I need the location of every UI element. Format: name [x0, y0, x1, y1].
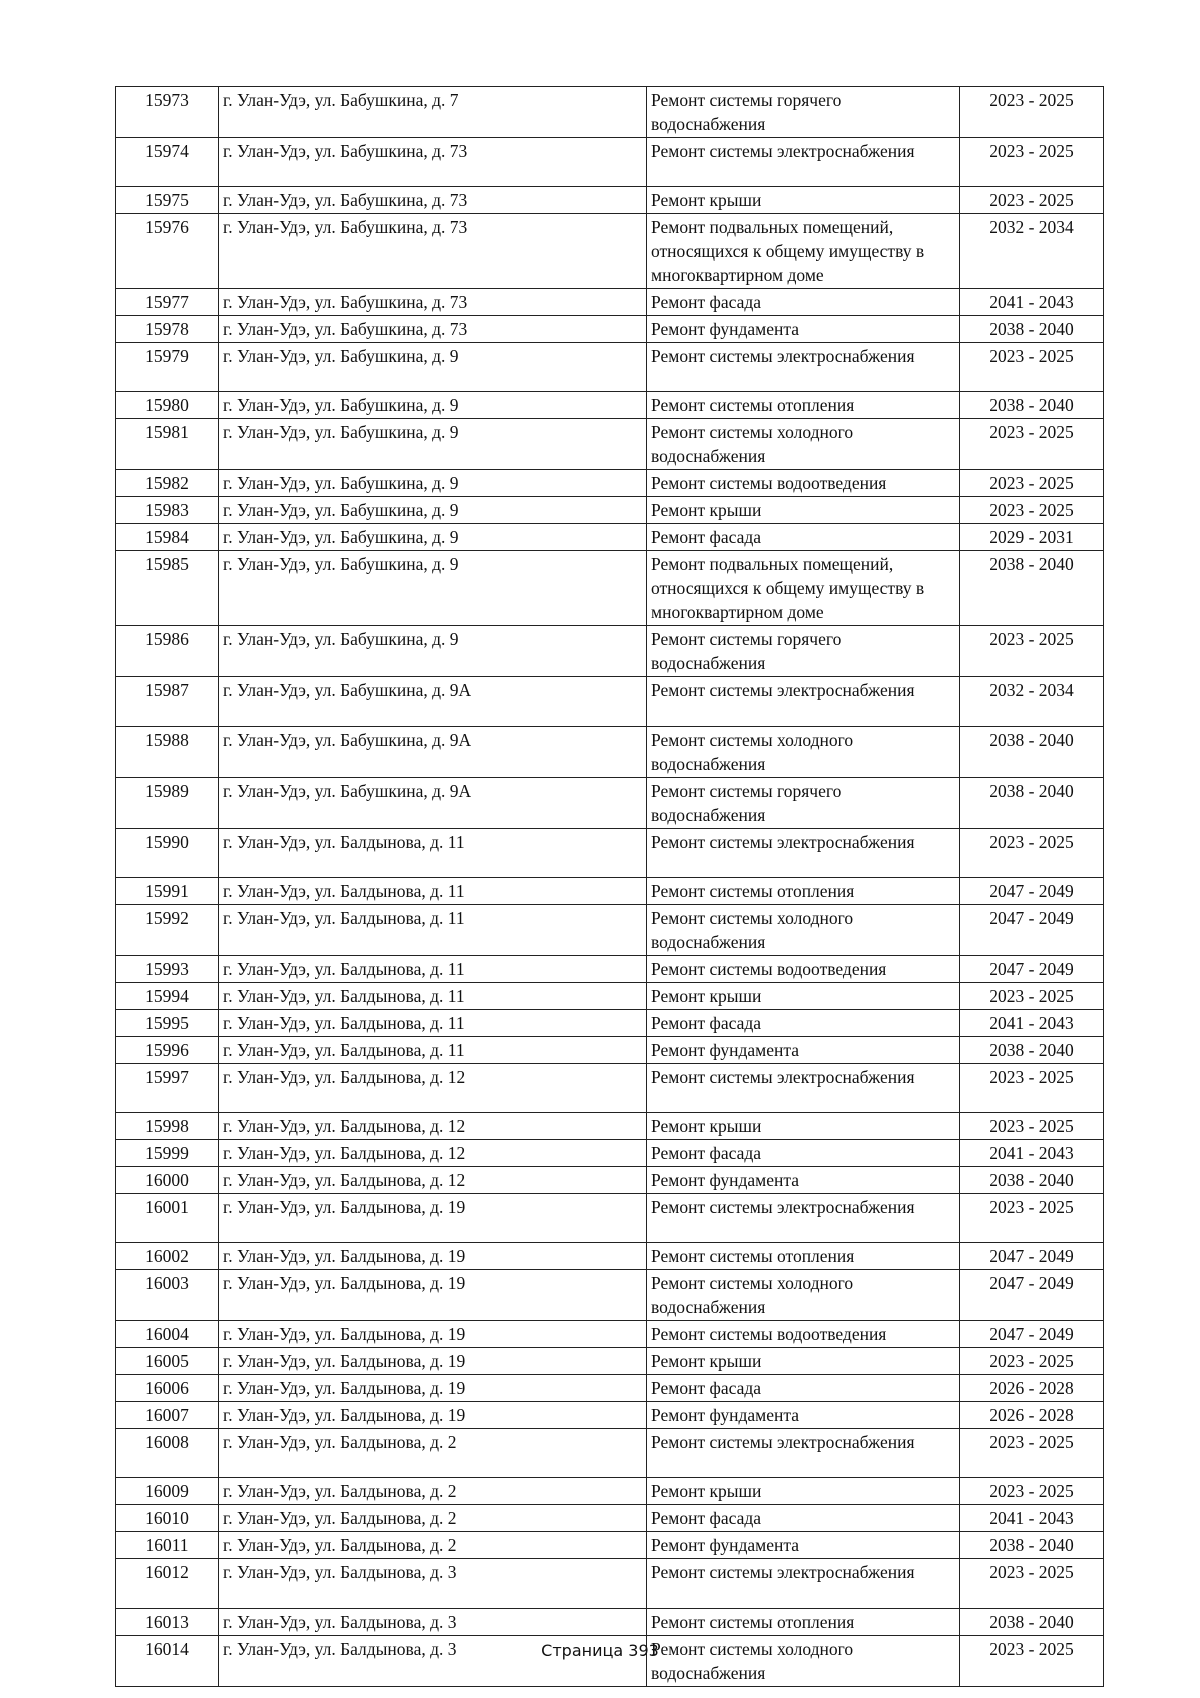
row-address: г. Улан-Удэ, ул. Бабушкина, д. 9	[219, 626, 647, 677]
table-row	[116, 497, 1104, 524]
row-period: 2038 - 2040	[960, 726, 1104, 777]
row-work-type: Ремонт крыши	[647, 497, 960, 524]
row-work-type: Ремонт системы электроснабжения	[647, 1559, 960, 1608]
row-period: 2023 - 2025	[960, 1635, 1104, 1686]
row-work-type: Ремонт системы электроснабжения	[647, 828, 960, 877]
row-period: 2038 - 2040	[960, 777, 1104, 828]
row-work-type: Ремонт фундамента	[647, 1036, 960, 1063]
row-work-type: Ремонт системы отопления	[647, 1243, 960, 1270]
table-row	[116, 289, 1104, 316]
table-row	[116, 1321, 1104, 1348]
row-work-type: Ремонт системы электроснабжения	[647, 138, 960, 187]
row-address: г. Улан-Удэ, ул. Балдынова, д. 19	[219, 1321, 647, 1348]
table-row	[116, 1375, 1104, 1402]
table-row	[116, 955, 1104, 982]
row-work-type: Ремонт системы горячего водоснабжения	[647, 87, 960, 138]
row-work-type: Ремонт системы электроснабжения	[647, 677, 960, 726]
row-work-type: Ремонт фундамента	[647, 1532, 960, 1559]
row-period: 2041 - 2043	[960, 289, 1104, 316]
row-period: 2038 - 2040	[960, 1608, 1104, 1635]
table-row	[116, 214, 1104, 289]
row-work-type: Ремонт крыши	[647, 1112, 960, 1139]
table-row	[116, 1009, 1104, 1036]
row-work-type: Ремонт крыши	[647, 982, 960, 1009]
row-address: г. Улан-Удэ, ул. Балдынова, д. 12	[219, 1112, 647, 1139]
row-address: г. Улан-Удэ, ул. Балдынова, д. 12	[219, 1166, 647, 1193]
row-work-type: Ремонт фасада	[647, 1009, 960, 1036]
row-address: г. Улан-Удэ, ул. Балдынова, д. 3	[219, 1608, 647, 1635]
table-row	[116, 1532, 1104, 1559]
row-period: 2047 - 2049	[960, 955, 1104, 982]
row-period: 2023 - 2025	[960, 497, 1104, 524]
row-address: г. Улан-Удэ, ул. Балдынова, д. 11	[219, 955, 647, 982]
table-row	[116, 677, 1104, 726]
row-period: 2023 - 2025	[960, 1193, 1104, 1242]
row-number: 16005	[116, 1348, 219, 1375]
row-work-type: Ремонт системы холодного водоснабжения	[647, 726, 960, 777]
row-period: 2038 - 2040	[960, 1532, 1104, 1559]
row-address: г. Улан-Удэ, ул. Бабушкина, д. 9	[219, 551, 647, 626]
row-address: г. Улан-Удэ, ул. Балдынова, д. 12	[219, 1063, 647, 1112]
row-work-type: Ремонт системы горячего водоснабжения	[647, 777, 960, 828]
row-number: 15998	[116, 1112, 219, 1139]
row-period: 2032 - 2034	[960, 677, 1104, 726]
row-work-type: Ремонт системы электроснабжения	[647, 343, 960, 392]
table-row	[116, 343, 1104, 392]
row-work-type: Ремонт системы электроснабжения	[647, 1193, 960, 1242]
row-address: г. Улан-Удэ, ул. Бабушкина, д. 9	[219, 524, 647, 551]
row-work-type: Ремонт системы холодного водоснабжения	[647, 904, 960, 955]
row-period: 2047 - 2049	[960, 1243, 1104, 1270]
row-number: 15984	[116, 524, 219, 551]
row-number: 16010	[116, 1505, 219, 1532]
row-work-type: Ремонт фасада	[647, 289, 960, 316]
row-period: 2047 - 2049	[960, 904, 1104, 955]
table-row	[116, 1112, 1104, 1139]
row-period: 2038 - 2040	[960, 392, 1104, 419]
table-row	[116, 1505, 1104, 1532]
row-number: 15995	[116, 1009, 219, 1036]
row-period: 2023 - 2025	[960, 343, 1104, 392]
row-period: 2038 - 2040	[960, 1036, 1104, 1063]
row-period: 2023 - 2025	[960, 419, 1104, 470]
table-row	[116, 1348, 1104, 1375]
row-number: 15987	[116, 677, 219, 726]
row-address: г. Улан-Удэ, ул. Балдынова, д. 11	[219, 904, 647, 955]
row-work-type: Ремонт крыши	[647, 1348, 960, 1375]
row-work-type: Ремонт фасада	[647, 1505, 960, 1532]
row-number: 16009	[116, 1478, 219, 1505]
table-row	[116, 982, 1104, 1009]
row-address: г. Улан-Удэ, ул. Бабушкина, д. 73	[219, 316, 647, 343]
row-number: 15988	[116, 726, 219, 777]
page-number: Страница 393	[541, 1641, 659, 1660]
row-number: 15976	[116, 214, 219, 289]
table-row	[116, 877, 1104, 904]
row-period: 2041 - 2043	[960, 1139, 1104, 1166]
row-number: 15975	[116, 187, 219, 214]
row-address: г. Улан-Удэ, ул. Балдынова, д. 11	[219, 828, 647, 877]
row-work-type: Ремонт системы отопления	[647, 392, 960, 419]
row-number: 16004	[116, 1321, 219, 1348]
row-period: 2023 - 2025	[960, 87, 1104, 138]
row-work-type: Ремонт системы отопления	[647, 877, 960, 904]
table-row	[116, 1559, 1104, 1608]
row-number: 15986	[116, 626, 219, 677]
row-work-type: Ремонт системы водоотведения	[647, 955, 960, 982]
table-row	[116, 551, 1104, 626]
row-work-type: Ремонт фасада	[647, 1375, 960, 1402]
repair-schedule-table	[115, 86, 1104, 1687]
table-row	[116, 187, 1104, 214]
table-row	[116, 1270, 1104, 1321]
row-number: 16003	[116, 1270, 219, 1321]
row-period: 2041 - 2043	[960, 1009, 1104, 1036]
row-period: 2026 - 2028	[960, 1402, 1104, 1429]
row-address: г. Улан-Удэ, ул. Бабушкина, д. 73	[219, 187, 647, 214]
row-address: г. Улан-Удэ, ул. Бабушкина, д. 9А	[219, 726, 647, 777]
row-address: г. Улан-Удэ, ул. Балдынова, д. 19	[219, 1348, 647, 1375]
row-number: 15990	[116, 828, 219, 877]
table-row	[116, 87, 1104, 138]
row-number: 15993	[116, 955, 219, 982]
row-number: 15997	[116, 1063, 219, 1112]
row-work-type: Ремонт фундамента	[647, 316, 960, 343]
row-period: 2023 - 2025	[960, 1478, 1104, 1505]
table-row	[116, 470, 1104, 497]
row-address: г. Улан-Удэ, ул. Балдынова, д. 19	[219, 1243, 647, 1270]
table-row	[116, 524, 1104, 551]
row-number: 15999	[116, 1139, 219, 1166]
row-number: 15992	[116, 904, 219, 955]
row-number: 16013	[116, 1608, 219, 1635]
row-number: 15979	[116, 343, 219, 392]
row-address: г. Улан-Удэ, ул. Бабушкина, д. 7	[219, 87, 647, 138]
table-row	[116, 904, 1104, 955]
table-row	[116, 392, 1104, 419]
row-address: г. Улан-Удэ, ул. Балдынова, д. 19	[219, 1375, 647, 1402]
row-work-type: Ремонт системы холодного водоснабжения	[647, 419, 960, 470]
row-period: 2047 - 2049	[960, 1321, 1104, 1348]
table-row	[116, 777, 1104, 828]
row-period: 2032 - 2034	[960, 214, 1104, 289]
row-work-type: Ремонт системы водоотведения	[647, 470, 960, 497]
row-number: 16008	[116, 1429, 219, 1478]
row-work-type: Ремонт фасада	[647, 1139, 960, 1166]
row-number: 15980	[116, 392, 219, 419]
row-period: 2038 - 2040	[960, 316, 1104, 343]
row-period: 2023 - 2025	[960, 138, 1104, 187]
row-number: 16006	[116, 1375, 219, 1402]
row-address: г. Улан-Удэ, ул. Бабушкина, д. 9	[219, 392, 647, 419]
table-row	[116, 1166, 1104, 1193]
row-number: 15982	[116, 470, 219, 497]
row-work-type: Ремонт системы электроснабжения	[647, 1429, 960, 1478]
table-row	[116, 316, 1104, 343]
row-work-type: Ремонт системы электроснабжения	[647, 1063, 960, 1112]
table-row	[116, 828, 1104, 877]
row-number: 15983	[116, 497, 219, 524]
row-period: 2038 - 2040	[960, 551, 1104, 626]
row-work-type: Ремонт системы горячего водоснабжения	[647, 626, 960, 677]
row-address: г. Улан-Удэ, ул. Балдынова, д. 12	[219, 1139, 647, 1166]
row-number: 15981	[116, 419, 219, 470]
row-period: 2023 - 2025	[960, 1429, 1104, 1478]
table-row	[116, 1402, 1104, 1429]
row-number: 15996	[116, 1036, 219, 1063]
row-address: г. Улан-Удэ, ул. Балдынова, д. 11	[219, 982, 647, 1009]
row-work-type: Ремонт фундамента	[647, 1166, 960, 1193]
row-address: г. Улан-Удэ, ул. Бабушкина, д. 9	[219, 419, 647, 470]
row-number: 16007	[116, 1402, 219, 1429]
row-period: 2023 - 2025	[960, 1063, 1104, 1112]
row-number: 15989	[116, 777, 219, 828]
row-address: г. Улан-Удэ, ул. Бабушкина, д. 73	[219, 138, 647, 187]
row-number: 15973	[116, 87, 219, 138]
row-work-type: Ремонт фундамента	[647, 1402, 960, 1429]
row-work-type: Ремонт системы холодного водоснабжения	[647, 1635, 960, 1686]
row-period: 2023 - 2025	[960, 187, 1104, 214]
row-address: г. Улан-Удэ, ул. Балдынова, д. 2	[219, 1429, 647, 1478]
row-address: г. Улан-Удэ, ул. Бабушкина, д. 9	[219, 343, 647, 392]
table-row	[116, 138, 1104, 187]
row-period: 2041 - 2043	[960, 1505, 1104, 1532]
row-address: г. Улан-Удэ, ул. Балдынова, д. 3	[219, 1559, 647, 1608]
row-number: 16014	[116, 1635, 219, 1686]
row-work-type: Ремонт крыши	[647, 187, 960, 214]
row-period: 2023 - 2025	[960, 470, 1104, 497]
row-address: г. Улан-Удэ, ул. Балдынова, д. 3	[219, 1635, 647, 1686]
table-row	[116, 1478, 1104, 1505]
row-number: 16002	[116, 1243, 219, 1270]
table-row	[116, 1429, 1104, 1478]
row-address: г. Улан-Удэ, ул. Балдынова, д. 2	[219, 1505, 647, 1532]
row-number: 15977	[116, 289, 219, 316]
row-period: 2023 - 2025	[960, 1559, 1104, 1608]
row-address: г. Улан-Удэ, ул. Бабушкина, д. 73	[219, 214, 647, 289]
row-period: 2038 - 2040	[960, 1166, 1104, 1193]
row-work-type: Ремонт системы холодного водоснабжения	[647, 1270, 960, 1321]
row-work-type: Ремонт фасада	[647, 524, 960, 551]
row-address: г. Улан-Удэ, ул. Бабушкина, д. 9А	[219, 777, 647, 828]
row-number: 15985	[116, 551, 219, 626]
row-number: 15978	[116, 316, 219, 343]
row-address: г. Улан-Удэ, ул. Балдынова, д. 2	[219, 1478, 647, 1505]
table-row	[116, 726, 1104, 777]
row-address: г. Улан-Удэ, ул. Балдынова, д. 19	[219, 1193, 647, 1242]
row-work-type: Ремонт подвальных помещений, относящихся к общему имуществу в многоквартирном доме	[647, 551, 960, 626]
row-address: г. Улан-Удэ, ул. Бабушкина, д. 73	[219, 289, 647, 316]
row-period: 2023 - 2025	[960, 982, 1104, 1009]
row-address: г. Улан-Удэ, ул. Бабушкина, д. 9	[219, 497, 647, 524]
table-row	[116, 1036, 1104, 1063]
row-number: 15974	[116, 138, 219, 187]
row-work-type: Ремонт подвальных помещений, относящихся к общему имуществу в многоквартирном доме	[647, 214, 960, 289]
table-row	[116, 1608, 1104, 1635]
row-period: 2023 - 2025	[960, 1112, 1104, 1139]
table-row	[116, 1193, 1104, 1242]
table-row	[116, 1139, 1104, 1166]
table-row	[116, 626, 1104, 677]
row-address: г. Улан-Удэ, ул. Балдынова, д. 11	[219, 1036, 647, 1063]
row-period: 2023 - 2025	[960, 1348, 1104, 1375]
row-address: г. Улан-Удэ, ул. Балдынова, д. 19	[219, 1270, 647, 1321]
row-address: г. Улан-Удэ, ул. Бабушкина, д. 9	[219, 470, 647, 497]
row-work-type: Ремонт крыши	[647, 1478, 960, 1505]
row-number: 15991	[116, 877, 219, 904]
row-number: 15994	[116, 982, 219, 1009]
table-row	[116, 1063, 1104, 1112]
row-period: 2023 - 2025	[960, 828, 1104, 877]
table-body	[116, 87, 1104, 1687]
table-row	[116, 1243, 1104, 1270]
row-number: 16001	[116, 1193, 219, 1242]
row-address: г. Улан-Удэ, ул. Балдынова, д. 2	[219, 1532, 647, 1559]
row-address: г. Улан-Удэ, ул. Балдынова, д. 11	[219, 1009, 647, 1036]
row-work-type: Ремонт системы водоотведения	[647, 1321, 960, 1348]
row-address: г. Улан-Удэ, ул. Бабушкина, д. 9А	[219, 677, 647, 726]
row-number: 16000	[116, 1166, 219, 1193]
row-period: 2023 - 2025	[960, 626, 1104, 677]
row-period: 2047 - 2049	[960, 1270, 1104, 1321]
row-address: г. Улан-Удэ, ул. Балдынова, д. 19	[219, 1402, 647, 1429]
row-address: г. Улан-Удэ, ул. Балдынова, д. 11	[219, 877, 647, 904]
row-number: 16011	[116, 1532, 219, 1559]
row-period: 2029 - 2031	[960, 524, 1104, 551]
row-period: 2047 - 2049	[960, 877, 1104, 904]
table-row	[116, 419, 1104, 470]
row-number: 16012	[116, 1559, 219, 1608]
row-period: 2026 - 2028	[960, 1375, 1104, 1402]
row-work-type: Ремонт системы отопления	[647, 1608, 960, 1635]
